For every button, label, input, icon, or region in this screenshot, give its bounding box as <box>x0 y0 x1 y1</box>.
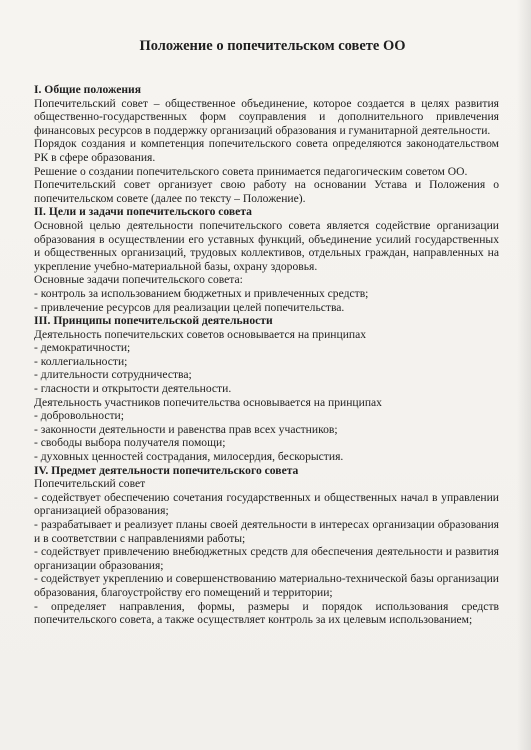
list-item: - содействует привлечению внебюджетных средств для обеспечения деятельности и развития организации образования; <box>34 545 499 572</box>
list-item: - определяет направления, формы, размеры и порядок использования средств попечительского совета, а также осуществляет контроль за их целевым использованием; <box>34 599 499 627</box>
section-heading: IV. Предмет деятельности попечительского совета <box>34 463 299 477</box>
paragraph: Основной целью деятельности попечительского совета является содействие организации образования в осуществлении его уставных функций, объединение усилий государственных и общественных организаций, трудовых коллективов, отдельных граждан, направленных на укрепление учебно-материальной базы, охрану здоровья. <box>34 218 499 273</box>
document-title: Положение о попечительском совете ОО <box>139 38 406 54</box>
section-heading: I. Общие положения <box>34 83 142 96</box>
paragraph: Попечительский совет – общественное объединение, которое создается в целях развития общественно-государственных форм соуправления и дополнительного привлечения финансовых ресурсов в поддержку организаций образования и гуманитарной деятельности. <box>34 96 499 137</box>
paragraph: Решение о создании попечительского совета принимается педагогическим советом ОО. <box>34 164 468 178</box>
list-item: - свободы выбора получателя помощи; <box>34 436 226 450</box>
list-item: - контроль за использованием бюджетных и привлеченных средств; <box>34 286 369 300</box>
section-heading: II. Цели и задачи попечительского совета <box>34 205 252 219</box>
list-item: - длительности сотрудничества; <box>34 368 192 382</box>
paragraph: Основные задачи попечительского совета: <box>34 273 243 287</box>
list-item: - коллегиальности; <box>34 354 128 368</box>
list-item: - содействует укреплению и совершенствованию материально-технической базы организации образования, благоустройству его помещений и территории; <box>34 572 499 599</box>
list-item: - содействует обеспечению сочетания государственных и общественных начал в управлении организацией образования; <box>34 490 499 518</box>
paragraph: Порядок создания и компетенция попечительского совета определяются законодательством РК в сфере образования. <box>34 137 499 164</box>
paragraph: Деятельность попечительских советов основывается на принципах <box>34 327 367 341</box>
list-item: - привлечение ресурсов для реализации целей попечительства. <box>34 300 345 314</box>
list-item: - духовных ценностей сострадания, милосердия, бескорыстия. <box>34 450 344 464</box>
paragraph: Попечительский совет организует свою работу на основании Устава и Положения о попечительском совете (далее по тексту – Положение). <box>34 178 499 205</box>
document-body <box>34 83 499 627</box>
list-item: - демократичности; <box>34 341 131 355</box>
section-heading: III. Принципы попечительской деятельности <box>34 314 273 328</box>
list-item: - законности деятельности и равенства прав всех участников; <box>34 422 338 436</box>
list-item: - добровольности; <box>34 409 124 423</box>
paragraph: Попечительский совет <box>34 477 146 491</box>
list-item: - гласности и открытости деятельности. <box>34 382 232 396</box>
paragraph: Деятельность участников попечительства основывается на принципах <box>34 395 382 409</box>
list-item: - разрабатывает и реализует планы своей деятельности в интересах организации образования и в соответствии с направлениями работы; <box>34 518 499 545</box>
